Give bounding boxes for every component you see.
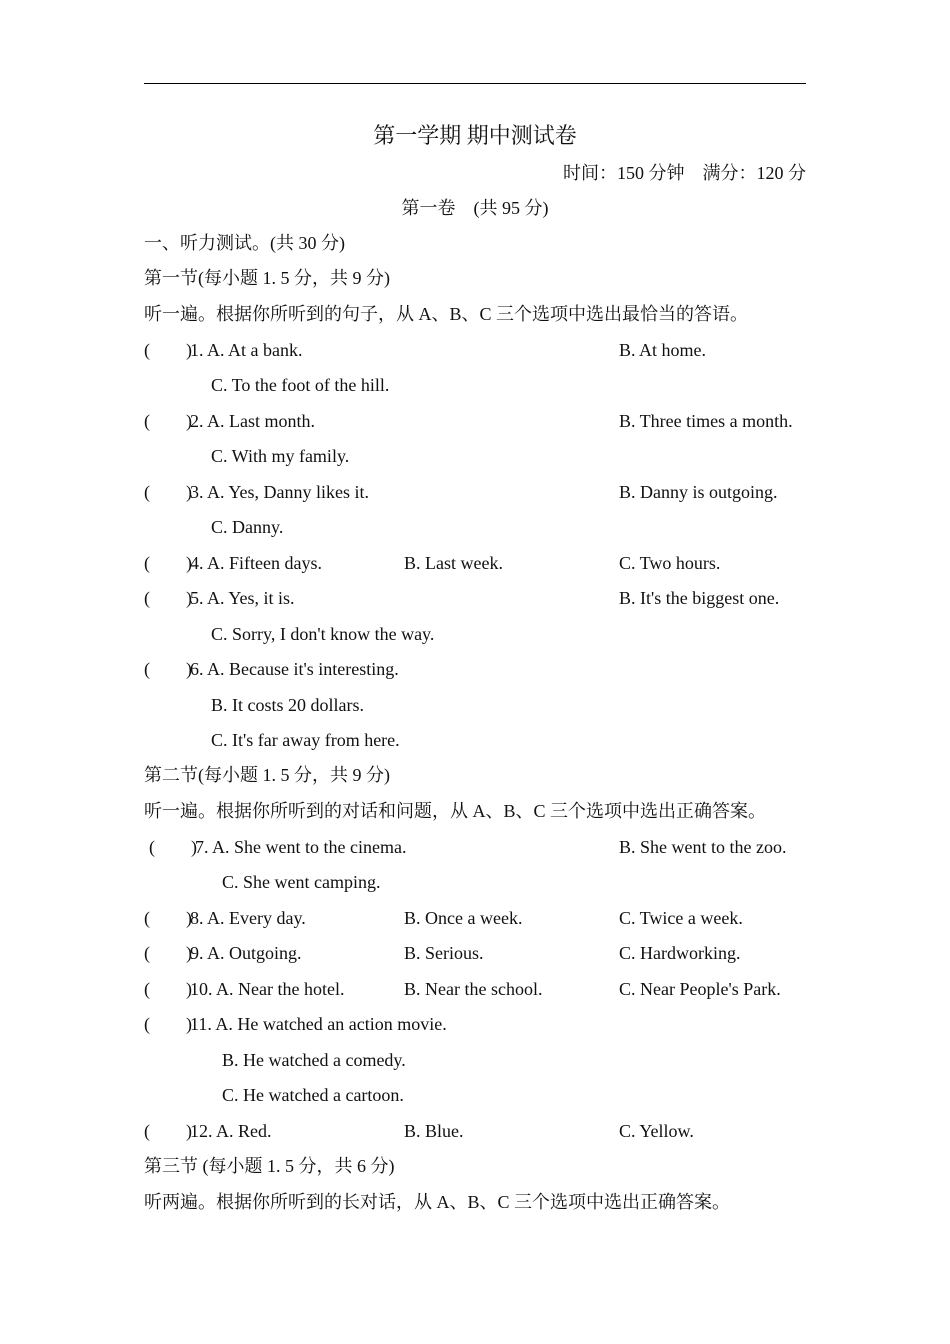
answer-blank: ( ) — [144, 411, 192, 431]
question-2-option-a: 2. A. Last month. — [190, 411, 315, 431]
question-12-option-a: 12. A. Red. — [190, 1121, 272, 1141]
header-rule — [144, 83, 806, 84]
question-11-option-b: B. He watched a comedy. — [222, 1050, 406, 1070]
section-3-instruction: 听两遍。根据你所听到的长对话，从 A、B、C 三个选项中选出正确答案。 — [144, 1192, 731, 1212]
question-8-option-b: B. Once a week. — [404, 908, 523, 928]
question-12-option-b: B. Blue. — [404, 1121, 464, 1141]
question-6-option-c: C. It's far away from here. — [211, 730, 400, 750]
question-8-option-a: 8. A. Every day. — [190, 908, 306, 928]
exam-meta: 时间：150 分钟 满分：120 分 — [563, 163, 806, 183]
part-heading: 第一卷 (共 95 分) — [401, 198, 549, 218]
question-12-option-c: C. Yellow. — [619, 1121, 694, 1141]
question-8-option-c: C. Twice a week. — [619, 908, 743, 928]
section-heading: 一、听力测试。(共 30 分) — [144, 233, 345, 253]
question-3-option-c: C. Danny. — [211, 517, 284, 537]
question-7-option-b: B. She went to the zoo. — [619, 837, 787, 857]
question-10-option-c: C. Near People's Park. — [619, 979, 781, 999]
section-3-title: 第三节 (每小题 1. 5 分，共 6 分) — [144, 1156, 395, 1176]
answer-blank: ( ) — [144, 943, 192, 963]
answer-blank: ( ) — [144, 340, 192, 360]
answer-blank: ( ) — [144, 659, 192, 679]
page-title: 第一学期 期中测试卷 — [373, 123, 577, 148]
answer-blank: ( ) — [144, 588, 192, 608]
question-1-option-a: 1. A. At a bank. — [190, 340, 303, 360]
question-9-option-b: B. Serious. — [404, 943, 484, 963]
question-10-option-b: B. Near the school. — [404, 979, 543, 999]
answer-blank: ( ) — [144, 979, 192, 999]
section-2-instruction: 听一遍。根据你所听到的对话和问题，从 A、B、C 三个选项中选出正确答案。 — [144, 801, 767, 821]
question-2-option-b: B. Three times a month. — [619, 411, 793, 431]
question-9-option-c: C. Hardworking. — [619, 943, 741, 963]
question-1-option-c: C. To the foot of the hill. — [211, 375, 390, 395]
answer-blank: ( ) — [144, 1121, 192, 1141]
section-1-instruction: 听一遍。根据你所听到的句子，从 A、B、C 三个选项中选出最恰当的答语。 — [144, 304, 749, 324]
question-4-option-c: C. Two hours. — [619, 553, 721, 573]
question-5-option-c: C. Sorry, I don't know the way. — [211, 624, 435, 644]
question-1-option-b: B. At home. — [619, 340, 707, 360]
question-5-option-a: 5. A. Yes, it is. — [190, 588, 295, 608]
question-11-option-c: C. He watched a cartoon. — [222, 1085, 404, 1105]
question-3-option-b: B. Danny is outgoing. — [619, 482, 778, 502]
question-4-option-b: B. Last week. — [404, 553, 503, 573]
answer-blank: ( ) — [144, 553, 192, 573]
question-6-option-b: B. It costs 20 dollars. — [211, 695, 364, 715]
answer-blank: ( ) — [144, 1014, 192, 1034]
question-7-option-c: C. She went camping. — [222, 872, 381, 892]
question-9-option-a: 9. A. Outgoing. — [190, 943, 302, 963]
question-11-option-a: 11. A. He watched an action movie. — [190, 1014, 447, 1034]
question-4-option-a: 4. A. Fifteen days. — [190, 553, 322, 573]
question-3-option-a: 3. A. Yes, Danny likes it. — [190, 482, 370, 502]
section-1-title: 第一节(每小题 1. 5 分，共 9 分) — [144, 268, 390, 288]
answer-blank: ( ) — [149, 837, 197, 857]
answer-blank: ( ) — [144, 908, 192, 928]
section-2-title: 第二节(每小题 1. 5 分，共 9 分) — [144, 765, 390, 785]
question-10-option-a: 10. A. Near the hotel. — [190, 979, 345, 999]
question-5-option-b: B. It's the biggest one. — [619, 588, 780, 608]
answer-blank: ( ) — [144, 482, 192, 502]
question-7-option-a: 7. A. She went to the cinema. — [195, 837, 407, 857]
question-6-option-a: 6. A. Because it's interesting. — [190, 659, 399, 679]
question-2-option-c: C. With my family. — [211, 446, 350, 466]
